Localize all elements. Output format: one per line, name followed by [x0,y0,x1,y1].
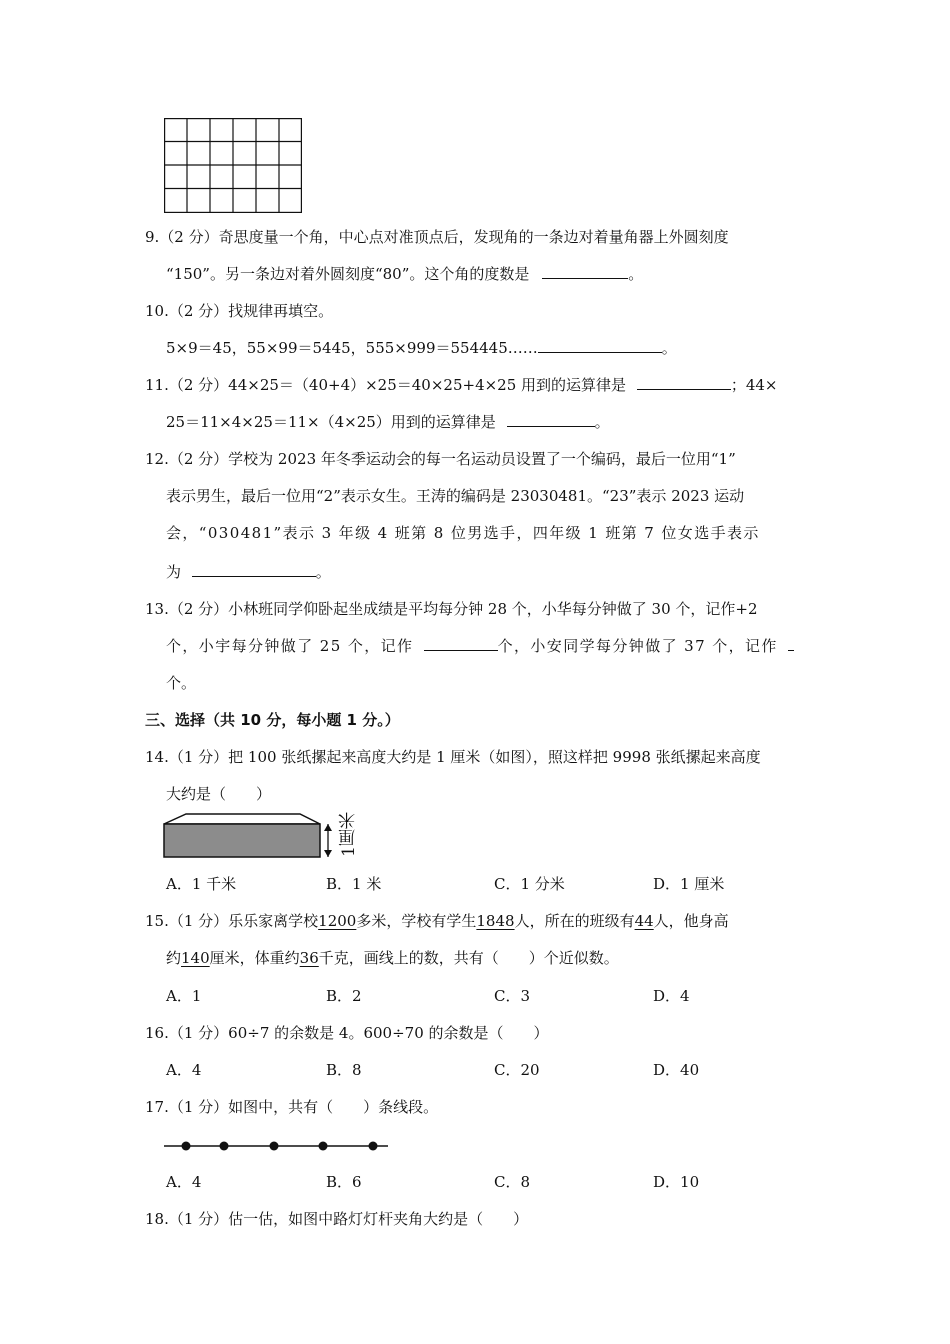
q16-option-b[interactable]: B．8 [326,1061,362,1079]
q12-end: 。 [315,563,331,581]
q13-line2 [166,635,794,656]
q15-text-c: 人，所在的班级有 [514,912,635,930]
q15-num-44: 44 [634,912,654,930]
q10-text: 5×9＝45，55×99＝5445，555×999＝554445…… [166,339,538,357]
q15-line2 [166,947,619,968]
q12-line2: 表示男生，最后一位用“2”表示女生。王涛的编码是 23030481。“23”表示 2023 运动 [166,487,745,505]
q9-line2 [166,263,643,284]
q10-line1: 10.（2 分）找规律再填空。 [145,302,334,320]
q12-line1: 12.（2 分）学校为 2023 年冬季运动会的每一名运动员设置了一个编码，最后一位用“1” [145,450,736,468]
q14-line2: 大约是（ ） [166,785,272,803]
q9-end: 。 [628,265,644,283]
q15-text-f: 厘米，体重约 [209,949,300,967]
q15-text-g: 千克，画线上的数，共有（ ）个近似数。 [318,949,619,967]
q11-text1: 11.（2 分）44×25＝（40+4）×25＝40×25+4×25 用到的运算律是 [145,376,627,394]
q13-answer-blank-1[interactable] [424,635,498,651]
q11-line2 [166,411,610,432]
q12-answer-blank[interactable] [192,561,316,577]
q15-text-a: 15.（1 分）乐乐家离学校 [145,912,319,930]
q16-option-c[interactable]: C．20 [494,1061,540,1079]
q13-text2a: 个，小宇每分钟做了 25 个，记作 [166,637,414,655]
grid-figure [164,118,302,213]
q13-line1: 13.（2 分）小林班同学仰卧起坐成绩是平均每分钟 28 个，小华每分钟做了 30 个，记作+2 [145,600,758,618]
section-3-heading: 三、选择（共 10 分，每小题 1 分。） [145,711,400,729]
q15-num-36: 36 [299,949,319,967]
q11-text1-end: ；44× [730,376,778,394]
q15-line1 [145,910,729,931]
q11-answer-blank-2[interactable] [507,411,595,427]
q17-option-b[interactable]: B．6 [326,1173,362,1191]
q15-option-b[interactable]: B．2 [326,987,362,1005]
q13-answer-blank-2[interactable] [788,635,794,651]
q17-option-a[interactable]: A．4 [166,1173,202,1191]
q13-line3: 个。 [166,674,197,692]
q17-line1: 17.（1 分）如图中，共有（ ）条线段。 [145,1098,439,1116]
q12-line4 [166,561,331,582]
q9-answer-blank[interactable] [542,263,628,279]
q15-option-d[interactable]: D．4 [653,987,690,1005]
q15-num-1200: 1200 [318,912,357,930]
q12-text4: 为 [166,563,182,581]
q15-num-140: 140 [181,949,210,967]
q15-option-c[interactable]: C．3 [494,987,531,1005]
q16-option-a[interactable]: A．4 [166,1061,202,1079]
q15-num-1848: 1848 [476,912,515,930]
q16-option-d[interactable]: D．40 [653,1061,700,1079]
q9-text: “150”。另一条边对着外圆刻度“80”。这个角的度数是 [166,265,530,283]
line-segment-figure [164,1139,394,1153]
q14-line1: 14.（1 分）把 100 张纸摞起来高度大约是 1 厘米（如图），照这样把 9998 张纸摞起来高度 [145,748,761,766]
q10-end: 。 [661,339,677,357]
paper-stack-label: 1厘米 [339,812,359,857]
q14-option-c[interactable]: C．1 分米 [494,875,565,893]
q17-option-c[interactable]: C．8 [494,1173,531,1191]
q11-text2: 25＝11×4×25＝11×（4×25）用到的运算律是 [166,413,496,431]
q15-text-d: 人，他身高 [653,912,729,930]
q17-option-d[interactable]: D．10 [653,1173,700,1191]
q15-option-a[interactable]: A．1 [166,987,202,1005]
q9-line1: 9.（2 分）奇思度量一个角，中心点对准顶点后，发现角的一条边对着量角器上外圆刻度 [145,228,729,246]
q15-text-b: 多米，学校有学生 [356,912,477,930]
q18-line1: 18.（1 分）估一估，如图中路灯灯杆夹角大约是（ ） [145,1210,529,1228]
q13-text2b: 个，小安同学每分钟做了 37 个，记作 [497,637,778,655]
q12-line3: 会，“030481”表示 3 年级 4 班第 8 位男选手，四年级 1 班第 7 位女选手表示 [166,524,760,542]
q14-option-d[interactable]: D．1 厘米 [653,875,725,893]
q11-line1 [145,374,777,395]
q10-answer-blank[interactable] [538,337,662,353]
q16-line1: 16.（1 分）60÷7 的余数是 4。600÷70 的余数是（ ） [145,1024,549,1042]
paper-stack-figure [164,812,364,862]
q14-option-a[interactable]: A．1 千米 [166,875,237,893]
q11-end: 。 [594,413,610,431]
q14-option-b[interactable]: B．1 米 [326,875,382,893]
q10-line2 [166,337,677,358]
q11-answer-blank-1[interactable] [637,374,731,390]
q15-text-e: 约 [166,949,182,967]
